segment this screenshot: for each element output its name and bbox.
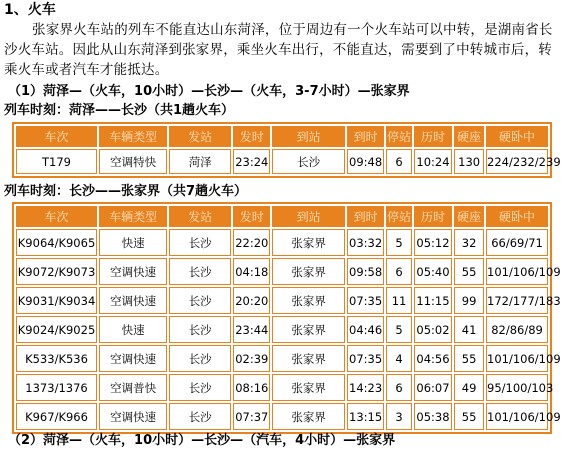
table-cell: 10:24 (414, 149, 452, 174)
table-cell: 张家界 (272, 374, 345, 401)
table-cell: 99 (454, 287, 484, 314)
route-2-heading: （2）菏泽—（火车，10小时）—长沙—（汽车，4小时）—张家界 (8, 433, 396, 448)
table-cell: T179 (16, 149, 97, 174)
column-header: 硬卧中 (486, 126, 548, 147)
table-cell: 张家界 (272, 403, 345, 430)
table-cell: 6 (386, 258, 412, 285)
table-cell: 长沙 (169, 374, 231, 401)
table-row (16, 345, 548, 372)
table-cell: 1373/1376 (16, 374, 97, 401)
column-header: 历时 (414, 206, 452, 227)
table-cell: 02:39 (233, 345, 270, 372)
table-cell: 08:16 (233, 374, 270, 401)
table-cell: 07:37 (233, 403, 270, 430)
table-cell: 41 (454, 316, 484, 343)
table-cell: 101/106/109 (486, 258, 548, 285)
table-cell: 22:20 (233, 229, 270, 256)
table-cell: 55 (454, 403, 484, 430)
column-header: 发时 (233, 206, 270, 227)
table-cell: 空调特快 (99, 149, 167, 174)
column-header: 发时 (233, 126, 270, 147)
table-cell: K967/K966 (16, 403, 97, 430)
table-cell: 长沙 (169, 316, 231, 343)
section-title: 1、火车 (4, 2, 56, 18)
table-row (16, 316, 548, 343)
table-cell: 05:12 (414, 229, 452, 256)
table-cell: 11:15 (414, 287, 452, 314)
table-cell: 03:32 (347, 229, 384, 256)
table-row (16, 258, 548, 285)
column-header: 硬座 (454, 126, 484, 147)
column-header: 到时 (347, 206, 384, 227)
table-cell: K9024/K9025 (16, 316, 97, 343)
table-row (16, 287, 548, 314)
table-cell: 95/100/103 (486, 374, 548, 401)
table-cell: K533/K536 (16, 345, 97, 372)
table-cell: 4 (386, 345, 412, 372)
table-cell: 04:18 (233, 258, 270, 285)
column-header: 到站 (272, 126, 345, 147)
table-row (16, 229, 548, 256)
table-cell: 20:20 (233, 287, 270, 314)
table-cell: 长沙 (169, 287, 231, 314)
table-cell: 55 (454, 345, 484, 372)
table-cell: 菏泽 (169, 149, 231, 174)
table-cell: 空调快速 (99, 258, 167, 285)
route-1-heading: （1）菏泽—（火车，10小时）—长沙—（火车，3-7小时）—张家界 (8, 84, 410, 99)
table-cell: 长沙 (169, 258, 231, 285)
table-cell: 172/177/183 (486, 287, 548, 314)
table-cell: 09:48 (347, 149, 384, 174)
table2-title: 列车时刻：长沙——张家界（共7趟火车） (4, 184, 248, 199)
table-cell: 49 (454, 374, 484, 401)
table-cell: 空调快速 (99, 403, 167, 430)
table-cell: 6 (386, 374, 412, 401)
table-cell: 05:40 (414, 258, 452, 285)
table1-title: 列车时刻：菏泽——长沙（共1趟火车） (4, 103, 235, 118)
table-cell: K9064/K9065 (16, 229, 97, 256)
table-cell: 张家界 (272, 229, 345, 256)
table-cell: 长沙 (169, 403, 231, 430)
table-cell: 空调快速 (99, 345, 167, 372)
table-cell: 11 (386, 287, 412, 314)
table-cell: 空调快速 (99, 287, 167, 314)
table-cell: 82/86/89 (486, 316, 548, 343)
table-cell: 32 (454, 229, 484, 256)
timetable-changsha-zhangjiajie (12, 202, 561, 434)
table-cell: 101/106/109 (486, 403, 548, 430)
table-cell: 05:38 (414, 403, 452, 430)
table-row (16, 403, 548, 430)
table-cell: 长沙 (272, 149, 345, 174)
column-header: 车次 (16, 126, 97, 147)
table-cell: 04:46 (347, 316, 384, 343)
timetable-heze-changsha (12, 122, 561, 178)
column-header: 停站 (386, 126, 412, 147)
column-header: 车辆类型 (99, 126, 167, 147)
table-cell: 55 (454, 258, 484, 285)
column-header: 硬座 (454, 206, 484, 227)
table-cell: 66/69/71 (486, 229, 548, 256)
table-cell: 张家界 (272, 287, 345, 314)
table-cell: 13:15 (347, 403, 384, 430)
table-cell: 5 (386, 316, 412, 343)
table-row (16, 374, 548, 401)
table-cell: 07:35 (347, 287, 384, 314)
column-header: 发站 (169, 206, 231, 227)
table-cell: 张家界 (272, 345, 345, 372)
table-cell: 长沙 (169, 229, 231, 256)
table-cell: 23:24 (233, 149, 270, 174)
table-cell: 长沙 (169, 345, 231, 372)
table-cell: 6 (386, 149, 412, 174)
table-cell: 130 (454, 149, 484, 174)
table1 (14, 124, 561, 176)
table-cell: 14:23 (347, 374, 384, 401)
table-cell: 05:02 (414, 316, 452, 343)
table-cell: 23:44 (233, 316, 270, 343)
table-cell: 快速 (99, 229, 167, 256)
table-cell: K9072/K9073 (16, 258, 97, 285)
table2 (14, 204, 561, 432)
table-cell: 张家界 (272, 258, 345, 285)
table-cell: K9031/K9034 (16, 287, 97, 314)
column-header: 到时 (347, 126, 384, 147)
table-cell: 07:35 (347, 345, 384, 372)
table-row (16, 149, 548, 174)
table-cell: 张家界 (272, 316, 345, 343)
table-cell: 空调普快 (99, 374, 167, 401)
column-header: 历时 (414, 126, 452, 147)
table-cell: 3 (386, 403, 412, 430)
table-cell: 04:56 (414, 345, 452, 372)
intro-paragraph: 张家界火车站的列车不能直达山东菏泽，位于周边有一个火车站可以中转，是湖南省长沙火车站。因此从山东菏泽到张家界，乘坐火车出行，不能直达，需要到了中转城市后，转乘火车或者汽车才能抵达。 (4, 22, 553, 78)
column-header: 车辆类型 (99, 206, 167, 227)
column-header: 发站 (169, 126, 231, 147)
column-header: 车次 (16, 206, 97, 227)
table-cell: 101/106/109 (486, 345, 548, 372)
table-cell: 快速 (99, 316, 167, 343)
table-cell: 09:58 (347, 258, 384, 285)
column-header: 停站 (386, 206, 412, 227)
table-cell: 06:07 (414, 374, 452, 401)
column-header: 到站 (272, 206, 345, 227)
table-cell: 224/232/239 (486, 149, 548, 174)
table-cell: 5 (386, 229, 412, 256)
column-header: 硬卧中 (486, 206, 548, 227)
